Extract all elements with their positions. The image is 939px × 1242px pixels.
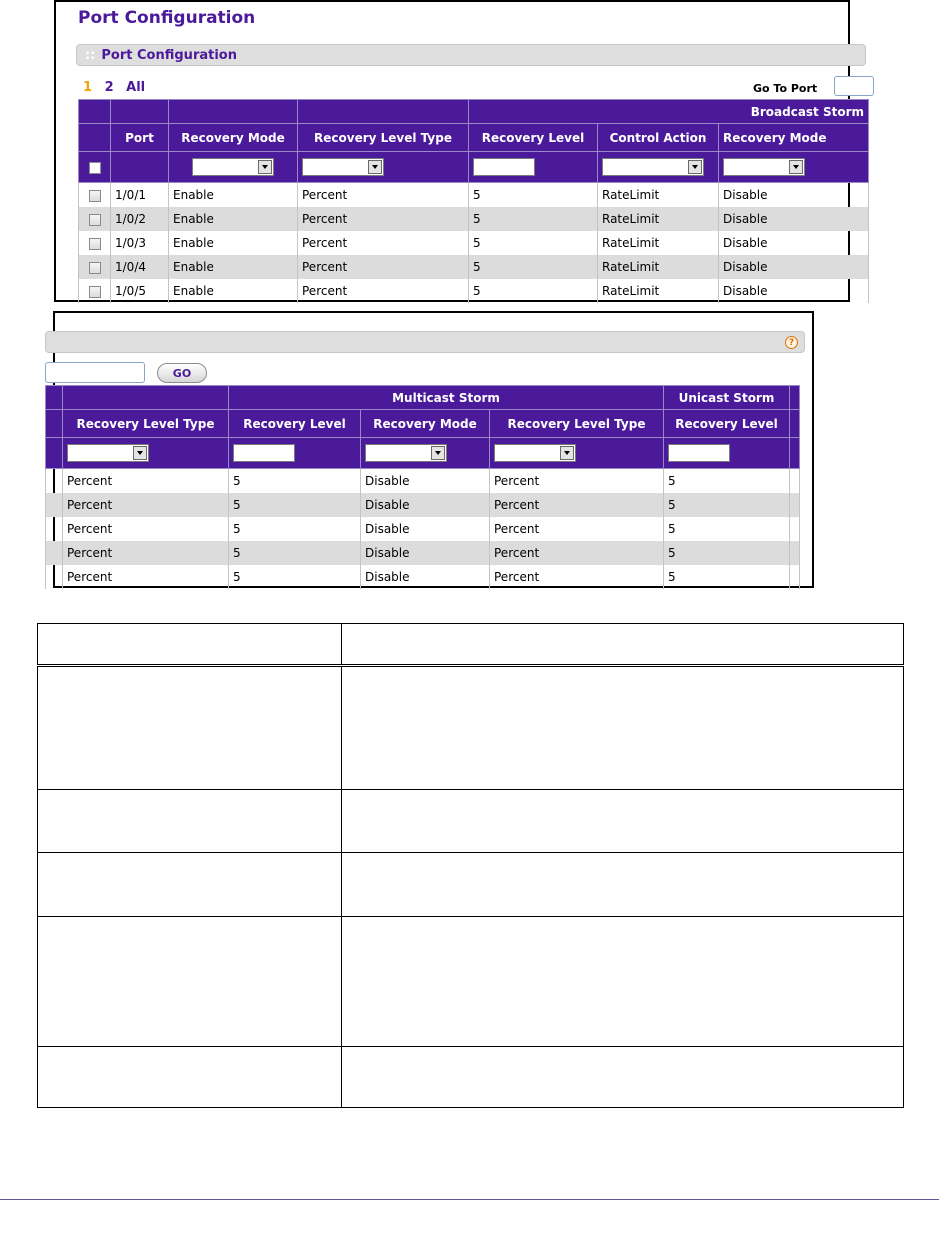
cell-recovery-mode: Enable (169, 279, 298, 303)
page-link-2[interactable]: 2 (104, 80, 114, 95)
cell-port: 1/0/2 (111, 207, 169, 231)
group-header-multicast: Multicast Storm (229, 386, 664, 410)
mc-recovery-level-input[interactable] (233, 444, 295, 462)
cell-bc-recovery-level-type: Percent (63, 493, 229, 517)
port-config-panel-left (54, 0, 865, 302)
page-footer-rule (0, 1199, 939, 1200)
cell-mc-recovery-mode: Disable (361, 493, 490, 517)
chevron-down-icon (258, 160, 272, 174)
table-row (46, 493, 800, 517)
doc-cell (342, 790, 904, 853)
table-row (79, 255, 869, 279)
mc-recovery-mode-select[interactable] (365, 444, 447, 462)
col-bc-control-action: Control Action (598, 124, 719, 152)
row-checkbox[interactable] (89, 190, 101, 202)
cell-mc-recovery-level: 5 (229, 541, 361, 565)
page-link-all[interactable]: All (126, 80, 146, 95)
doc-row (38, 790, 904, 853)
table-row (79, 279, 869, 303)
doc-cell (342, 853, 904, 917)
doc-cell (38, 790, 342, 853)
cell-uc-recovery-level: 5 (664, 517, 790, 541)
cell-recovery-level: 5 (469, 279, 598, 303)
select-all-checkbox[interactable] (89, 162, 101, 174)
mc-recovery-level-type-select[interactable] (494, 444, 576, 462)
page-title: Port Configuration (78, 8, 256, 28)
group-header-unicast: Unicast Storm (664, 386, 790, 410)
section-header (76, 44, 866, 66)
chevron-down-icon (133, 446, 147, 460)
doc-cell (342, 1047, 904, 1108)
header-blank (111, 100, 169, 124)
header-blank (790, 410, 800, 438)
cell-control-action: RateLimit (598, 231, 719, 255)
port-config-table (78, 99, 869, 303)
doc-cell (38, 917, 342, 1047)
header-blank (169, 100, 298, 124)
doc-header-field (38, 624, 342, 666)
uc-recovery-level-input[interactable] (668, 444, 730, 462)
section-title: Port Configuration (101, 48, 237, 63)
cell-bc-recovery-mode: Disable (719, 231, 869, 255)
filter-blank (790, 438, 800, 469)
bc-recovery-mode-select[interactable] (723, 158, 805, 176)
field-description-table (37, 623, 904, 1108)
chevron-down-icon (789, 160, 803, 174)
table-row (46, 541, 800, 565)
row-checkbox[interactable] (89, 214, 101, 226)
cell-control-action: RateLimit (598, 279, 719, 303)
cell-blank (790, 469, 800, 494)
section-header-continued (45, 331, 805, 353)
cell-blank (790, 541, 800, 565)
cell-recovery-mode: Enable (169, 255, 298, 279)
doc-cell (342, 917, 904, 1047)
cell-recovery-level-type: Percent (298, 183, 469, 208)
cell-recovery-mode: Enable (169, 207, 298, 231)
section-dots: :: (85, 48, 96, 63)
doc-row (38, 917, 904, 1047)
chevron-down-icon (560, 446, 574, 460)
pager (83, 80, 153, 95)
header-blank (790, 386, 800, 410)
cell-mc-recovery-level: 5 (229, 469, 361, 494)
cell-recovery-level: 5 (469, 231, 598, 255)
cell-recovery-level-type: Percent (298, 207, 469, 231)
cell-bc-recovery-level-type: Percent (63, 541, 229, 565)
col-recovery-mode: Recovery Mode (169, 124, 298, 152)
cell-control-action: RateLimit (598, 183, 719, 208)
col-port: Port (111, 124, 169, 152)
cell-mc-recovery-mode: Disable (361, 541, 490, 565)
cell-port: 1/0/4 (111, 255, 169, 279)
go-to-port-input[interactable] (834, 76, 874, 96)
cell-port: 1/0/5 (111, 279, 169, 303)
filter-blank (46, 438, 63, 469)
cell-mc-recovery-mode: Disable (361, 469, 490, 494)
cell-bc-recovery-mode: Disable (719, 183, 869, 208)
col-bc-recovery-mode: Recovery Mode (719, 124, 869, 152)
table-row (79, 231, 869, 255)
go-button[interactable]: GO (157, 363, 207, 383)
cell-recovery-level: 5 (469, 207, 598, 231)
doc-cell (342, 666, 904, 790)
cell-blank (46, 541, 63, 565)
cell-uc-recovery-level: 5 (664, 469, 790, 494)
cell-control-action: RateLimit (598, 255, 719, 279)
cell-mc-recovery-level-type: Percent (490, 493, 664, 517)
cell-blank (46, 493, 63, 517)
col-mc-recovery-mode: Recovery Mode (361, 410, 490, 438)
cell-recovery-mode: Enable (169, 231, 298, 255)
cell-port: 1/0/3 (111, 231, 169, 255)
cell-bc-recovery-mode: Disable (719, 279, 869, 303)
col-uc-recovery-level: Recovery Level (664, 410, 790, 438)
header-blank (298, 100, 469, 124)
header-blank (79, 100, 111, 124)
chevron-down-icon (431, 446, 445, 460)
cell-mc-recovery-level-type: Percent (490, 541, 664, 565)
col-mc-recovery-level: Recovery Level (229, 410, 361, 438)
header-blank (63, 386, 229, 410)
chevron-down-icon (688, 160, 702, 174)
row-checkbox[interactable] (89, 238, 101, 250)
cell-recovery-mode: Enable (169, 183, 298, 208)
cell-mc-recovery-mode: Disable (361, 517, 490, 541)
cell-bc-recovery-mode: Disable (719, 207, 869, 231)
cell-blank (790, 493, 800, 517)
col-recovery-level-type: Recovery Level Type (298, 124, 469, 152)
cell-bc-recovery-level-type: Percent (63, 469, 229, 494)
cell-mc-recovery-level-type: Percent (490, 469, 664, 494)
table-row (46, 565, 800, 589)
help-icon[interactable]: ? (785, 336, 798, 349)
cell-uc-recovery-level: 5 (664, 493, 790, 517)
cell-recovery-level-type: Percent (298, 231, 469, 255)
table-row (79, 183, 869, 208)
cell-recovery-level: 5 (469, 183, 598, 208)
doc-cell (38, 853, 342, 917)
cell-blank (46, 565, 63, 589)
group-header-broadcast: Broadcast Storm (469, 100, 869, 124)
cell-bc-recovery-mode: Disable (719, 255, 869, 279)
header-blank (46, 410, 63, 438)
cell-mc-recovery-level: 5 (229, 565, 361, 589)
cell-recovery-level-type: Percent (298, 255, 469, 279)
row-checkbox[interactable] (89, 262, 101, 274)
recovery-level-type-select[interactable] (302, 158, 384, 176)
header-blank (46, 386, 63, 410)
cell-blank (46, 517, 63, 541)
cell-mc-recovery-mode: Disable (361, 565, 490, 589)
cell-uc-recovery-level: 5 (664, 565, 790, 589)
cell-mc-recovery-level: 5 (229, 517, 361, 541)
doc-header-description (342, 624, 904, 666)
doc-row (38, 666, 904, 790)
page-link-1[interactable]: 1 (83, 80, 93, 95)
cell-mc-recovery-level: 5 (229, 493, 361, 517)
port-config-panel-right (53, 311, 814, 588)
row-checkbox[interactable] (89, 286, 101, 298)
cell-blank (790, 565, 800, 589)
doc-cell (38, 666, 342, 790)
cell-bc-recovery-level-type: Percent (63, 565, 229, 589)
cell-control-action: RateLimit (598, 207, 719, 231)
go-to-port-input-continued[interactable] (45, 362, 145, 383)
doc-row (38, 1047, 904, 1108)
cell-blank (46, 469, 63, 494)
header-select (79, 124, 111, 152)
filter-blank (111, 152, 169, 183)
cell-mc-recovery-level-type: Percent (490, 565, 664, 589)
cell-mc-recovery-level-type: Percent (490, 517, 664, 541)
col-bc-recovery-level-type: Recovery Level Type (63, 410, 229, 438)
cell-bc-recovery-level-type: Percent (63, 517, 229, 541)
table-row (46, 469, 800, 494)
bc-recovery-level-input[interactable] (473, 158, 535, 176)
bc-recovery-level-type-select[interactable] (67, 444, 149, 462)
port-config-table-continued (45, 385, 800, 589)
bc-control-action-select[interactable] (602, 158, 704, 176)
doc-row (38, 853, 904, 917)
table-row (79, 207, 869, 231)
table-row (46, 517, 800, 541)
cell-blank (790, 517, 800, 541)
cell-recovery-level: 5 (469, 255, 598, 279)
doc-cell (38, 1047, 342, 1108)
chevron-down-icon (368, 160, 382, 174)
cell-port: 1/0/1 (111, 183, 169, 208)
cell-recovery-level-type: Percent (298, 279, 469, 303)
col-mc-recovery-level-type: Recovery Level Type (490, 410, 664, 438)
recovery-mode-select[interactable] (192, 158, 274, 176)
col-bc-recovery-level: Recovery Level (469, 124, 598, 152)
cell-uc-recovery-level: 5 (664, 541, 790, 565)
go-to-port-label: Go To Port (753, 82, 818, 95)
